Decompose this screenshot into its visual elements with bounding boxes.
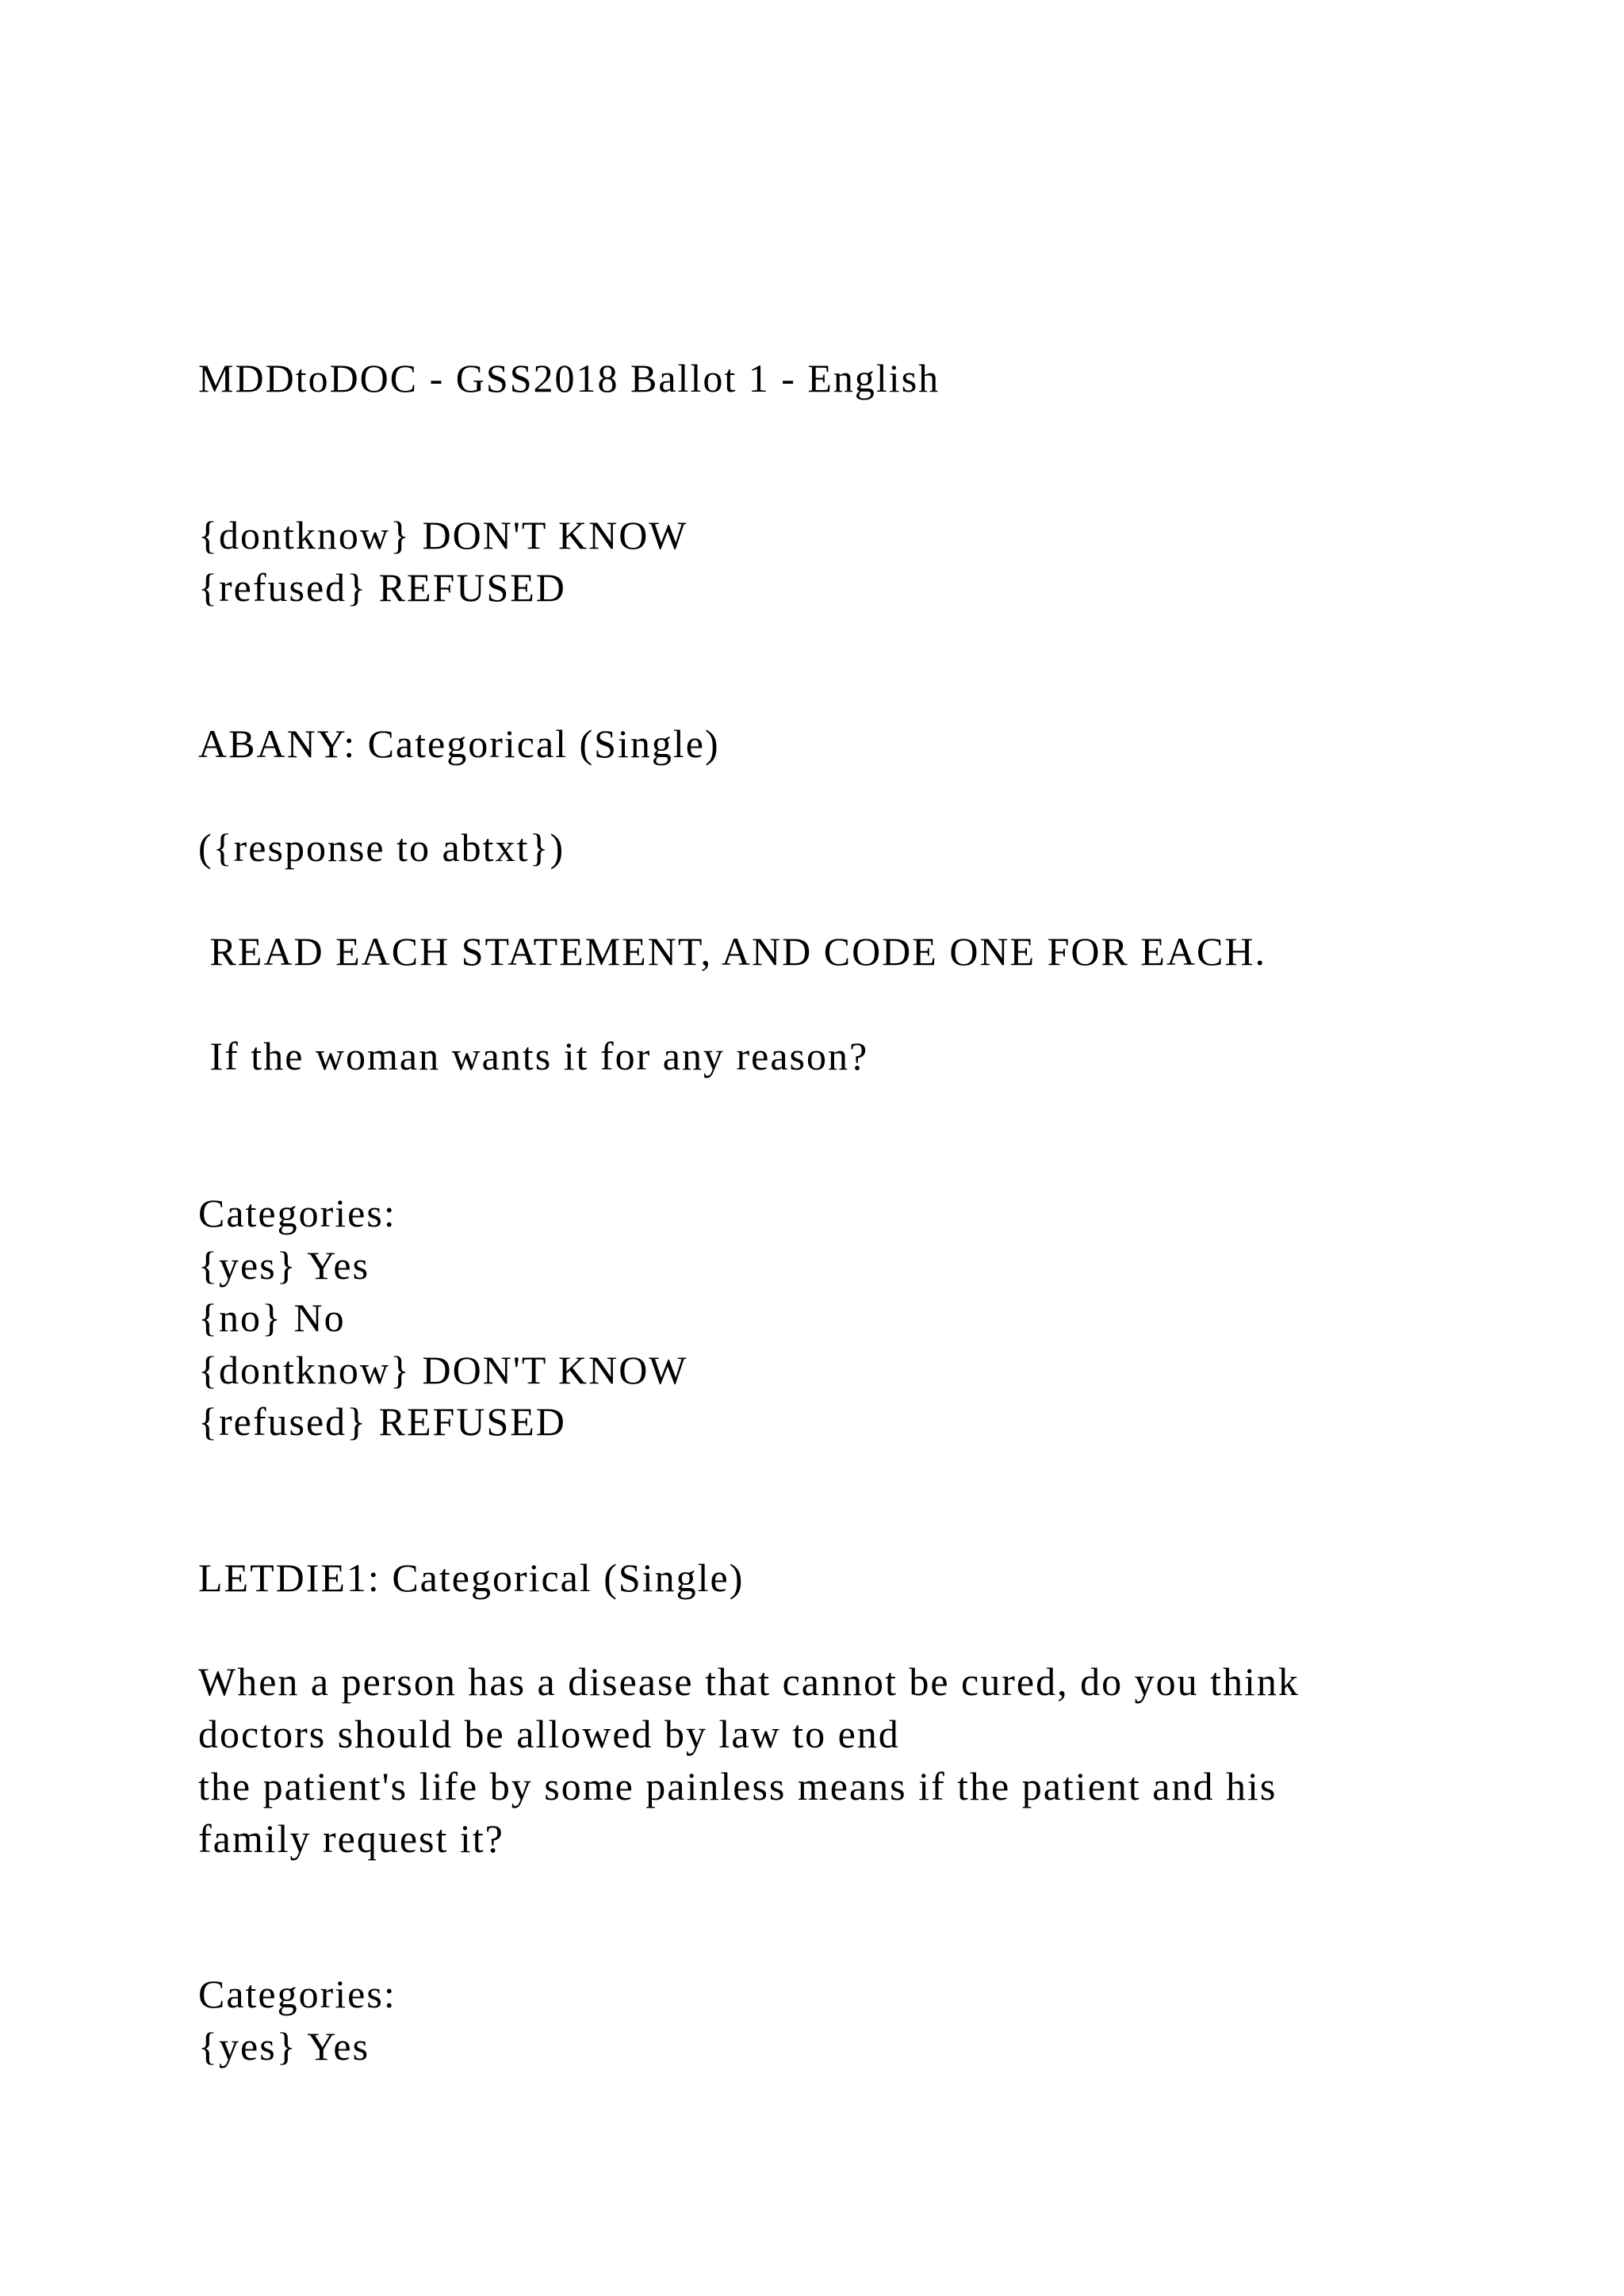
letdie1-question-line: doctors should be allowed by law to end xyxy=(198,1712,900,1756)
letdie1-heading: LETDIE1: Categorical (Single) xyxy=(198,1556,745,1600)
abany-heading: ABANY: Categorical (Single) xyxy=(198,721,720,766)
abany-category-refused: {refused} REFUSED xyxy=(198,1399,566,1444)
abany-question: If the woman wants it for any reason? xyxy=(198,1034,869,1078)
abany-category-dontknow: {dontknow} DON'T KNOW xyxy=(198,1348,688,1392)
letdie1-question-line: the patient's life by some painless means if the patient and his xyxy=(198,1764,1277,1808)
document-header: MDDtoDOC - GSS2018 Ballot 1 - English xyxy=(198,356,940,400)
abany-category-yes: {yes} Yes xyxy=(198,1243,370,1288)
letdie1-question-line: When a person has a disease that cannot be cured, do you think xyxy=(198,1659,1300,1704)
abany-instruction: READ EACH STATEMENT, AND CODE ONE FOR EACH. xyxy=(198,929,1266,974)
category-dontknow: {dontknow} DON'T KNOW xyxy=(198,513,688,557)
letdie1-categories-label: Categories: xyxy=(198,1972,396,2016)
category-refused: {refused} REFUSED xyxy=(198,565,566,610)
letdie1-question-line: family request it? xyxy=(198,1816,504,1861)
abany-categories-label: Categories: xyxy=(198,1191,396,1235)
letdie1-category-yes: {yes} Yes xyxy=(198,2024,370,2068)
abany-response-ref: ({response to abtxt}) xyxy=(198,825,565,870)
abany-category-no: {no} No xyxy=(198,1295,346,1340)
